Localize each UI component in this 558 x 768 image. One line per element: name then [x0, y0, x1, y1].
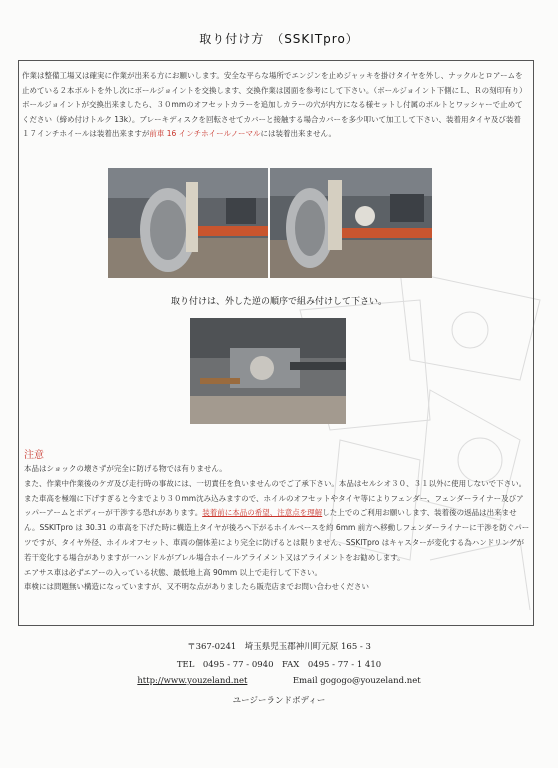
notice-heading: 注意 [24, 450, 44, 461]
footer-url-link[interactable]: http://www.youzeland.net [137, 676, 248, 686]
install-photo-right [270, 168, 432, 278]
intro-warning-red: 前車 16 インチホイールノーマル [149, 129, 261, 139]
notice-line-3: エアサス車は必ずエアーの入っている状態、最低地上高 90mm 以上で走行して下さい。 [24, 567, 323, 577]
notice-p2-tail: した上でのご利用お願いします、装着後の返品は出来ません。SSKITpro は 30.31 の車高を下げた時に構造上タイヤが後ろへ下がるホイルベースを約 6mm 前方へ移動しフェンダーライナーに干渉を防ぐパーツですが、タイヤ外径、ホイルオフセット、車両の個体差により完全に防げるとは限りません、SSKITpro はキャスターが変化する為ハンドリングが若干変化する場合がありますが一ハンドルがブレル場合ホイールアライメント又はアライメントをお勧めします。 [24, 508, 530, 562]
notice-p2-text: また、作業中作業後のケガ及び走行時の事故には、一切責任を負いませんのでご了承下さい。本品はセルシオ３０、３１以外に使用しないで下さい。また車高を極端に下げすぎると今までより３０mm沈み込みますので、ホイルのオフセットやタイヤ等によりフェンダー、フェンダーライナー及びアッパーアームとボディーが干渉する恐れがあります。 [24, 478, 527, 518]
intro-text-a: 作業は整備工場又は確実に作業が出来る方にお願いします。安全な平らな場所でエンジンを止めジャッキを掛けタイヤを外し、ナックルとロアームを止めている２本ボルトを外し次にボールジョイントを交換します、交換作業は図面を参考にして下さい。（ボールジョイント下側にＬ、Ｒの刻印有り）ボールジョイントが交換出来ましたら、３０mmのオフセットカラーを追加しカラーの穴が内方になる様セットし付属のボルトとワッシャーで止めてください（締め付けトルク 13k）。ブレーキディスクを回転させてカバーと接触する場合カバーを多少叩いて加工して下さい、装着用タイヤ及び装着１７インチホイールは装着出来ますが [22, 71, 527, 139]
intro-paragraph [22, 69, 528, 142]
undercarriage-photo [190, 318, 346, 424]
install-photo-bottom [190, 318, 346, 424]
page-title: 取り付け方 （SSKITpro） [199, 32, 359, 46]
notice-p2-underlined: 装着前に本品の希望、注意点を理解 [202, 508, 323, 518]
brake-disc-photo-left [108, 168, 268, 278]
footer-company: ユージーランドボディー [232, 696, 326, 706]
photo-caption: 取り付けは、外した逆の順序で組み付けして下さい。 [170, 297, 387, 307]
notice-line-1: 本品はショックの壊さずが完全に防げる物では有りません。 [24, 464, 227, 473]
install-photo-left [108, 168, 268, 278]
notice-line-4: 車検には問題無い構造になっていますが、又不明な点がありましたら販売店までお問い合わせください [24, 582, 369, 592]
footer-web [0, 676, 558, 686]
intro-text-b: には装着出来ません。 [260, 129, 336, 139]
footer-address: 〒367-0241 埼玉県児玉郡神川町元原 165 - 3 [187, 642, 371, 652]
notice-paragraph-2 [24, 477, 530, 566]
brake-disc-photo-right [270, 168, 432, 278]
footer-email[interactable]: Email gogogo@youzeland.net [292, 676, 421, 686]
footer-phone-fax: TEL 0495 - 77 - 0940 FAX 0495 - 77 - 1 410 [176, 660, 382, 670]
notice-section [24, 462, 530, 595]
